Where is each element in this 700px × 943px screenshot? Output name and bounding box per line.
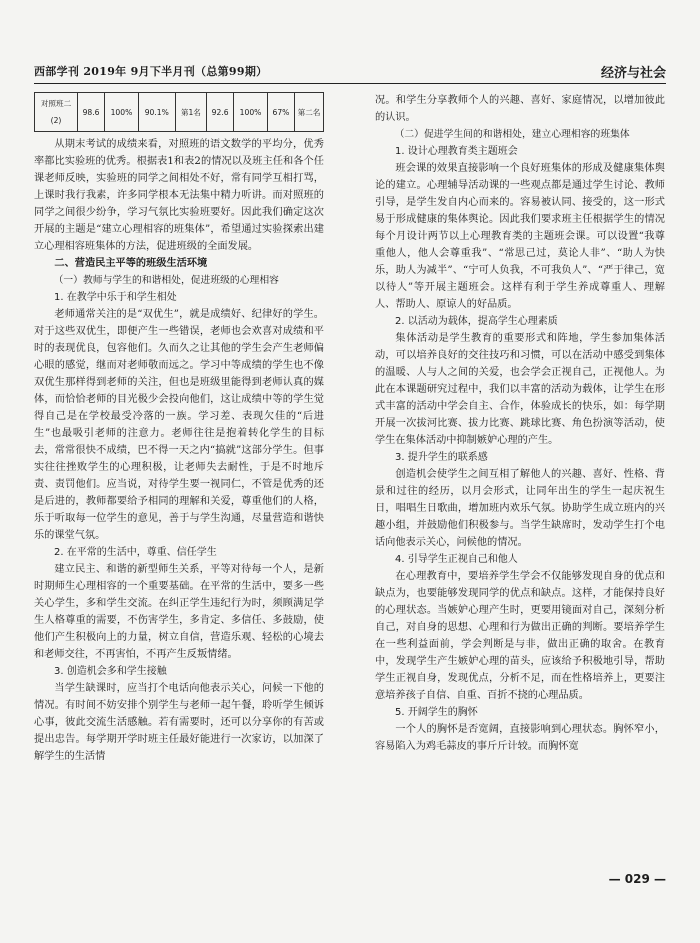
left-column (34, 92, 324, 765)
numbered-heading: 3. 提升学生的联系感 (395, 452, 488, 463)
paragraph: 况。和学生分享教师个人的兴趣、喜好、家庭情况，以增加彼此的认识。 (375, 95, 665, 123)
numbered-heading: 4. 引导学生正视自己和他人 (395, 554, 518, 565)
numbered-heading: 3. 创造机会多和学生接触 (54, 666, 167, 677)
numbered-heading: 2. 以活动为载体，提高学生心理素质 (395, 316, 558, 327)
paragraph: 建立民主、和谐的新型师生关系，平等对待每一个人，是新时期师生心理相容的一个重要基础。在平常的生活中，要多一些关心学生，多和学生交流。在纠正学生违纪行为时，须顾满足学生人格尊重的需要，不伤害学生，多肯定、多信任、多鼓励，使他们产生积极向上的力量，树立自信，营造乐观、轻松的心境去和老师交往，不再害怕，不再产生反叛情绪。 (34, 564, 324, 660)
page-number: — 029 — (608, 872, 666, 886)
header-rule (34, 83, 666, 84)
paragraph: 集体活动是学生教育的重要形式和阵地，学生参加集体活动，可以培养良好的交往技巧和习惯，可以在活动中感受到集体的温暖、人与人之间的关爱，也会学会正视自己，正视他人。为此在本课题研究过程中，我们以丰富的活动为载体，让学生在形式丰富的活动中学会自主、合作，体验成长的快乐，如：每学期开展一次拔河比赛、拔力比赛、跳球比赛、角色扮演等活动，使学生在集体活动中抑制嫉妒心理的产生。 (375, 333, 665, 446)
table-cell: 第二名 (295, 93, 324, 132)
paragraph: 创造机会使学生之间互相了解他人的兴趣、喜好、性格、背景和过往的经历，以月会形式，让同年出生的学生一起庆祝生日，唱唱生日歌曲，增加班内欢乐气氛。协助学生成立班内的兴趣小组，并鼓励他们积极参与。当学生缺席时，发动学生打个电话向他表示关心，问候他的情况。 (375, 469, 665, 548)
right-column (375, 92, 665, 755)
table-cell: 100% (234, 93, 268, 132)
table-cell: 67% (267, 93, 294, 132)
numbered-heading: 1. 设计心理教育类主题班会 (395, 146, 518, 157)
numbered-heading: 1. 在教学中乐于和学生相处 (54, 292, 177, 303)
table-cell: 90.1% (138, 93, 175, 132)
section-title: 经济与社会 (600, 66, 666, 81)
table-cell: 92.6 (207, 93, 234, 132)
paragraph: 老师通常关注的是“双优生”，就是成绩好、纪律好的学生。对于这些双优生，即便产生一些错误，老师也会欢喜对成绩和平时的表现优良，包容他们。久而久之让其他的学生会产生老师偏心眼的感觉，继而对老师敬而远之。学习中等成绩的学生也不像双优生那样得到老师的关注，但也是班级里能得到老师认真的媒体，而恰恰老师的目光极少会投向他们，这让成绩中等的学生觉得自己是在学校最受冷落的一族。学习差、表现欠佳的“后进生”也最吸引老师的注意力。老师往往是抱着转化学生的目标去，常常很快不成绩，巴不得一天之内“搞就”这部分学生。但事实往往挫败学生的心理积极，让老师失去耐性，于是不时地斥责、责罚他们。应当说，对待学生要一视同仁，不管是优秀的还是后进的，教师都要给予相同的理解和关爱，尊重他们的人格，乐于听取每一位学生的意见，善于与学生沟通，尽量营造和谐快乐的课堂气氛。 (34, 309, 324, 541)
numbered-heading: 5. 开阔学生的胸怀 (395, 707, 478, 718)
subsection-heading: （一）教师与学生的和谐相处，促进班级的心理相容 (53, 275, 279, 286)
paragraph: 从期末考试的成绩来看，对照班的语文数学的平均分，优秀率都比实验班的优秀。根据表1和表2的情况以及班主任和各个任课老师反映，实验班的同学之间相处不好，常有同学互相打骂，上课时我行我素，许多同学根本无法集中精力听讲。而对照班的同学之间很少纷争，学习气氛比实验班要好。因此我们确定这次开展的主题是“建立心理相容的班集体”，希望通过实验探索出建立心理相容班集体的方法，促进班级的全面发展。 (34, 139, 324, 252)
score-table (34, 92, 324, 132)
journal-title: 西部学刊 2019年 9月下半月刊（总第99期） (34, 65, 268, 78)
paragraph: 班会课的效果直接影响一个良好班集体的形成及健康集体舆论的建立。心理辅导活动课的一些观点都是通过学生讨论、教师引导，是学生发自内心而来的。容易被认同、接受的，这一形式易于形成健康的集体舆论。因此我们要求班主任根据学生的情况每个月设计两节以上心理教育类的主题班会课。可以设置“我尊重他人，他人会尊重我”、“常思己过，莫论人非”、“助人为快乐，助人为减半”、“宁可人负我，不可我负人”、“严于律己，宽以待人”等开展主题班会。这样有利于学生养成尊重人、理解人、帮助人、原谅人的好品质。 (375, 163, 665, 310)
table-cell-label: 对照班二(2) (35, 93, 78, 132)
paragraph: 当学生缺课时，应当打个电话向他表示关心，问候一下他的情况。有时间不妨安排个别学生与老师一起午餐，聆听学生倾诉心事，彼此交流生活感触。若有需要时，还可以分享你的有苦或提出忠告。每学期开学时班主任最好能进行一次家访，以加深了解学生的生活情 (34, 683, 324, 762)
subsection-heading: （二）促进学生间的和谐相处，建立心理相容的班集体 (394, 129, 630, 140)
table-cell: 98.6 (78, 93, 105, 132)
numbered-heading: 2. 在平常的生活中，尊重、信任学生 (54, 547, 217, 558)
page-header (34, 63, 666, 85)
table-cell: 第1名 (175, 93, 206, 132)
paragraph: 在心理教育中，要培养学生学会不仅能够发现自身的优点和缺点为，也要能够发现同学的优点和缺点。这样，才能保持良好的心理状态。当嫉妒心理产生时，更要用镜面对自己，深刻分析自己，对自身的思想、心理和行为做出正确的判断。要培养学生在一些利益面前，学会判断是与非，做出正确的取舍。在教育中，发现学生产生嫉妒心理的苗头，应该给予积极地引导，帮助学生正视自身，发现优点，分析不足，而在性格培养上，更要注意培养孩子自信、自重、百折不挠的心理品质。 (375, 571, 665, 701)
paragraph: 一个人的胸怀是否宽阔，直接影响到心理状态。胸怀窄小，容易陷入为鸡毛蒜皮的事斤斤计较。而胸怀宽 (375, 724, 665, 752)
table-row (35, 93, 324, 132)
table-cell: 100% (105, 93, 139, 132)
section-heading: 二、营造民主平等的班级生活环境 (54, 257, 208, 269)
